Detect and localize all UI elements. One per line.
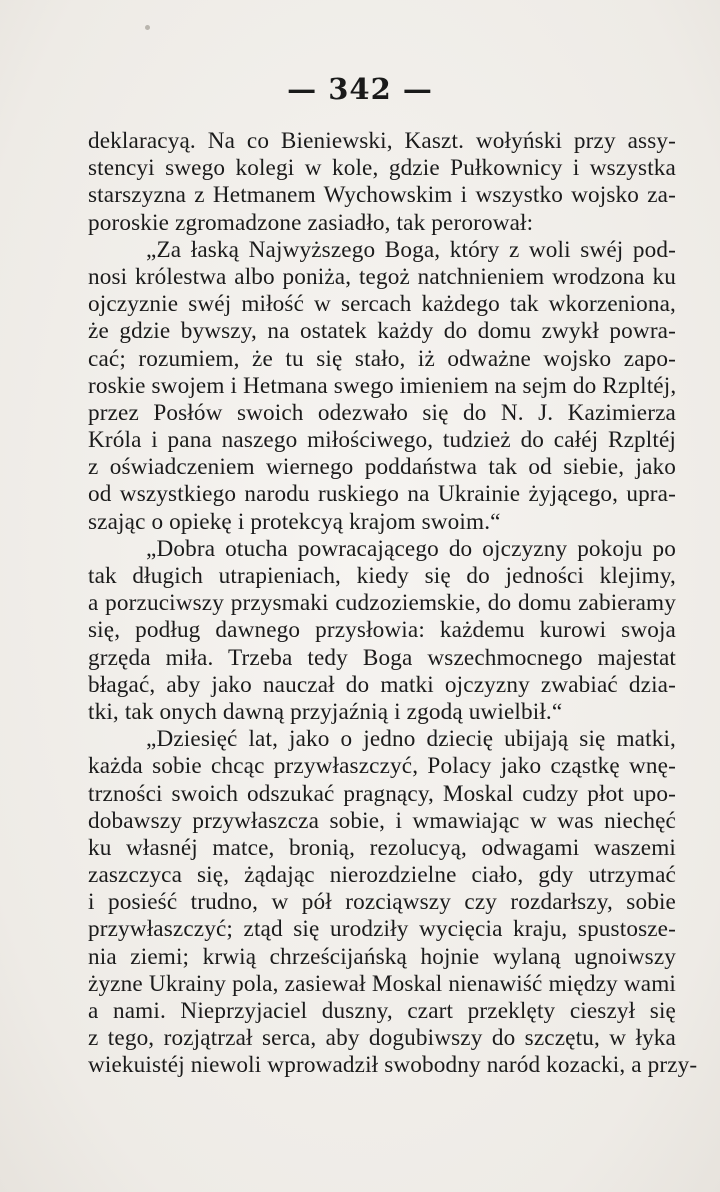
text-line: wiekuistéj niewoli wprowadził swobodny naród kozacki, a przy- bbox=[88, 1052, 698, 1079]
text-line: grzęda miła. Trzeba tedy Boga wszechmocnego majestat bbox=[88, 644, 676, 671]
text-line: zaszczyca się, żądając nierozdzielne ciało, gdy utrzymać bbox=[88, 862, 676, 889]
text-line: a porzuciwszy przysmaki cudzoziemskie, do domu zabieramy bbox=[88, 590, 676, 617]
text-line: szając o opiekę i protekcyą krajom swoim.“ bbox=[88, 508, 501, 535]
text-line: przywłaszczyć; ztąd się urodziły wycięcia kraju, spustosze- bbox=[88, 916, 676, 943]
text-line: ojczyznie swéj miłość w sercach każdego tak wkorzeniona, bbox=[88, 291, 676, 318]
body-text bbox=[88, 128, 698, 1080]
text-line: nia ziemi; krwią chrześcijańską hojnie wylaną ugnoiwszy bbox=[88, 943, 676, 970]
text-line: starszyzna z Hetmanem Wychowskim i wszystko wojsko za- bbox=[88, 182, 676, 209]
text-line: „Za łaską Najwyższego Boga, który z woli swéj pod- bbox=[146, 236, 676, 263]
text-line: żyzne Ukrainy pola, zasiewał Moskal nienawiść między wami bbox=[88, 970, 676, 997]
text-line: z oświadczeniem wiernego poddaństwa tak od siebie, jako bbox=[88, 454, 676, 481]
text-line: z tego, rozjątrzał serca, aby dogubiwszy do szczętu, w łyka bbox=[88, 1025, 676, 1052]
text-line: że gdzie bywszy, na ostatek każdy do domu zwykł powra- bbox=[88, 318, 676, 345]
text-line: każda sobie chcąc przywłaszczyć, Polacy jako cząstkę wnę- bbox=[88, 753, 676, 780]
text-line: „Dziesięć lat, jako o jedno dziecię ubijają się matki, bbox=[146, 726, 676, 753]
text-line: się, podług dawnego przysłowia: każdemu kurowi swoja bbox=[88, 617, 676, 644]
text-line: stencyi swego kolegi w kole, gdzie Pułkownicy i wszystka bbox=[88, 155, 676, 182]
text-line: roskie swojem i Hetmana swego imieniem na sejm do Rzpltéj, bbox=[88, 372, 677, 399]
text-line: a nami. Nieprzyjaciel duszny, czart przeklęty cieszył się bbox=[88, 998, 676, 1024]
text-line: dobawszy przywłaszcza sobie, i wmawiając w was niechęć bbox=[88, 807, 676, 834]
text-line: Króla i pana naszego miłościwego, tudzież do całéj Rzpltéj bbox=[88, 427, 676, 454]
page-number-header: — 342 — bbox=[287, 72, 433, 106]
text-line: tak długich utrapieniach, kiedy się do jedności klejimy, bbox=[88, 563, 676, 589]
text-line: od wszystkiego narodu ruskiego na Ukrainie żyjącego, upra- bbox=[88, 481, 676, 508]
ink-speck bbox=[145, 25, 150, 30]
text-line: trzności swoich odszukać pragnący, Moskal cudzy płot upo- bbox=[88, 780, 676, 807]
text-line: i posieść trudno, w pół rozciąwszy czy rozdarłszy, sobie bbox=[88, 889, 676, 916]
text-line: poroskie zgromadzone zasiadło, tak perorował: bbox=[88, 209, 534, 236]
text-line: „Dobra otucha powracającego do ojczyzny pokoju po bbox=[146, 535, 676, 562]
text-line: deklaracyą. Na co Bieniewski, Kaszt. wołyński przy assy- bbox=[88, 128, 676, 154]
text-line: tki, tak onych dawną przyjaźnią i zgodą uwielbił.“ bbox=[88, 698, 563, 725]
text-line: ku własnéj matce, bronią, rezolucyą, odwagami waszemi bbox=[88, 834, 676, 861]
text-line: nosi królestwa albo poniża, tegoż natchnieniem wrodzona ku bbox=[88, 263, 676, 290]
text-line: cać; rozumiem, że tu się stało, iż odważne wojsko zapo- bbox=[88, 345, 676, 372]
text-line: błagać, aby jako nauczał do matki ojczyzny zwabiać dzia- bbox=[88, 671, 676, 698]
text-line: przez Posłów swoich odezwało się do N. J. Kazimierza bbox=[88, 399, 676, 426]
